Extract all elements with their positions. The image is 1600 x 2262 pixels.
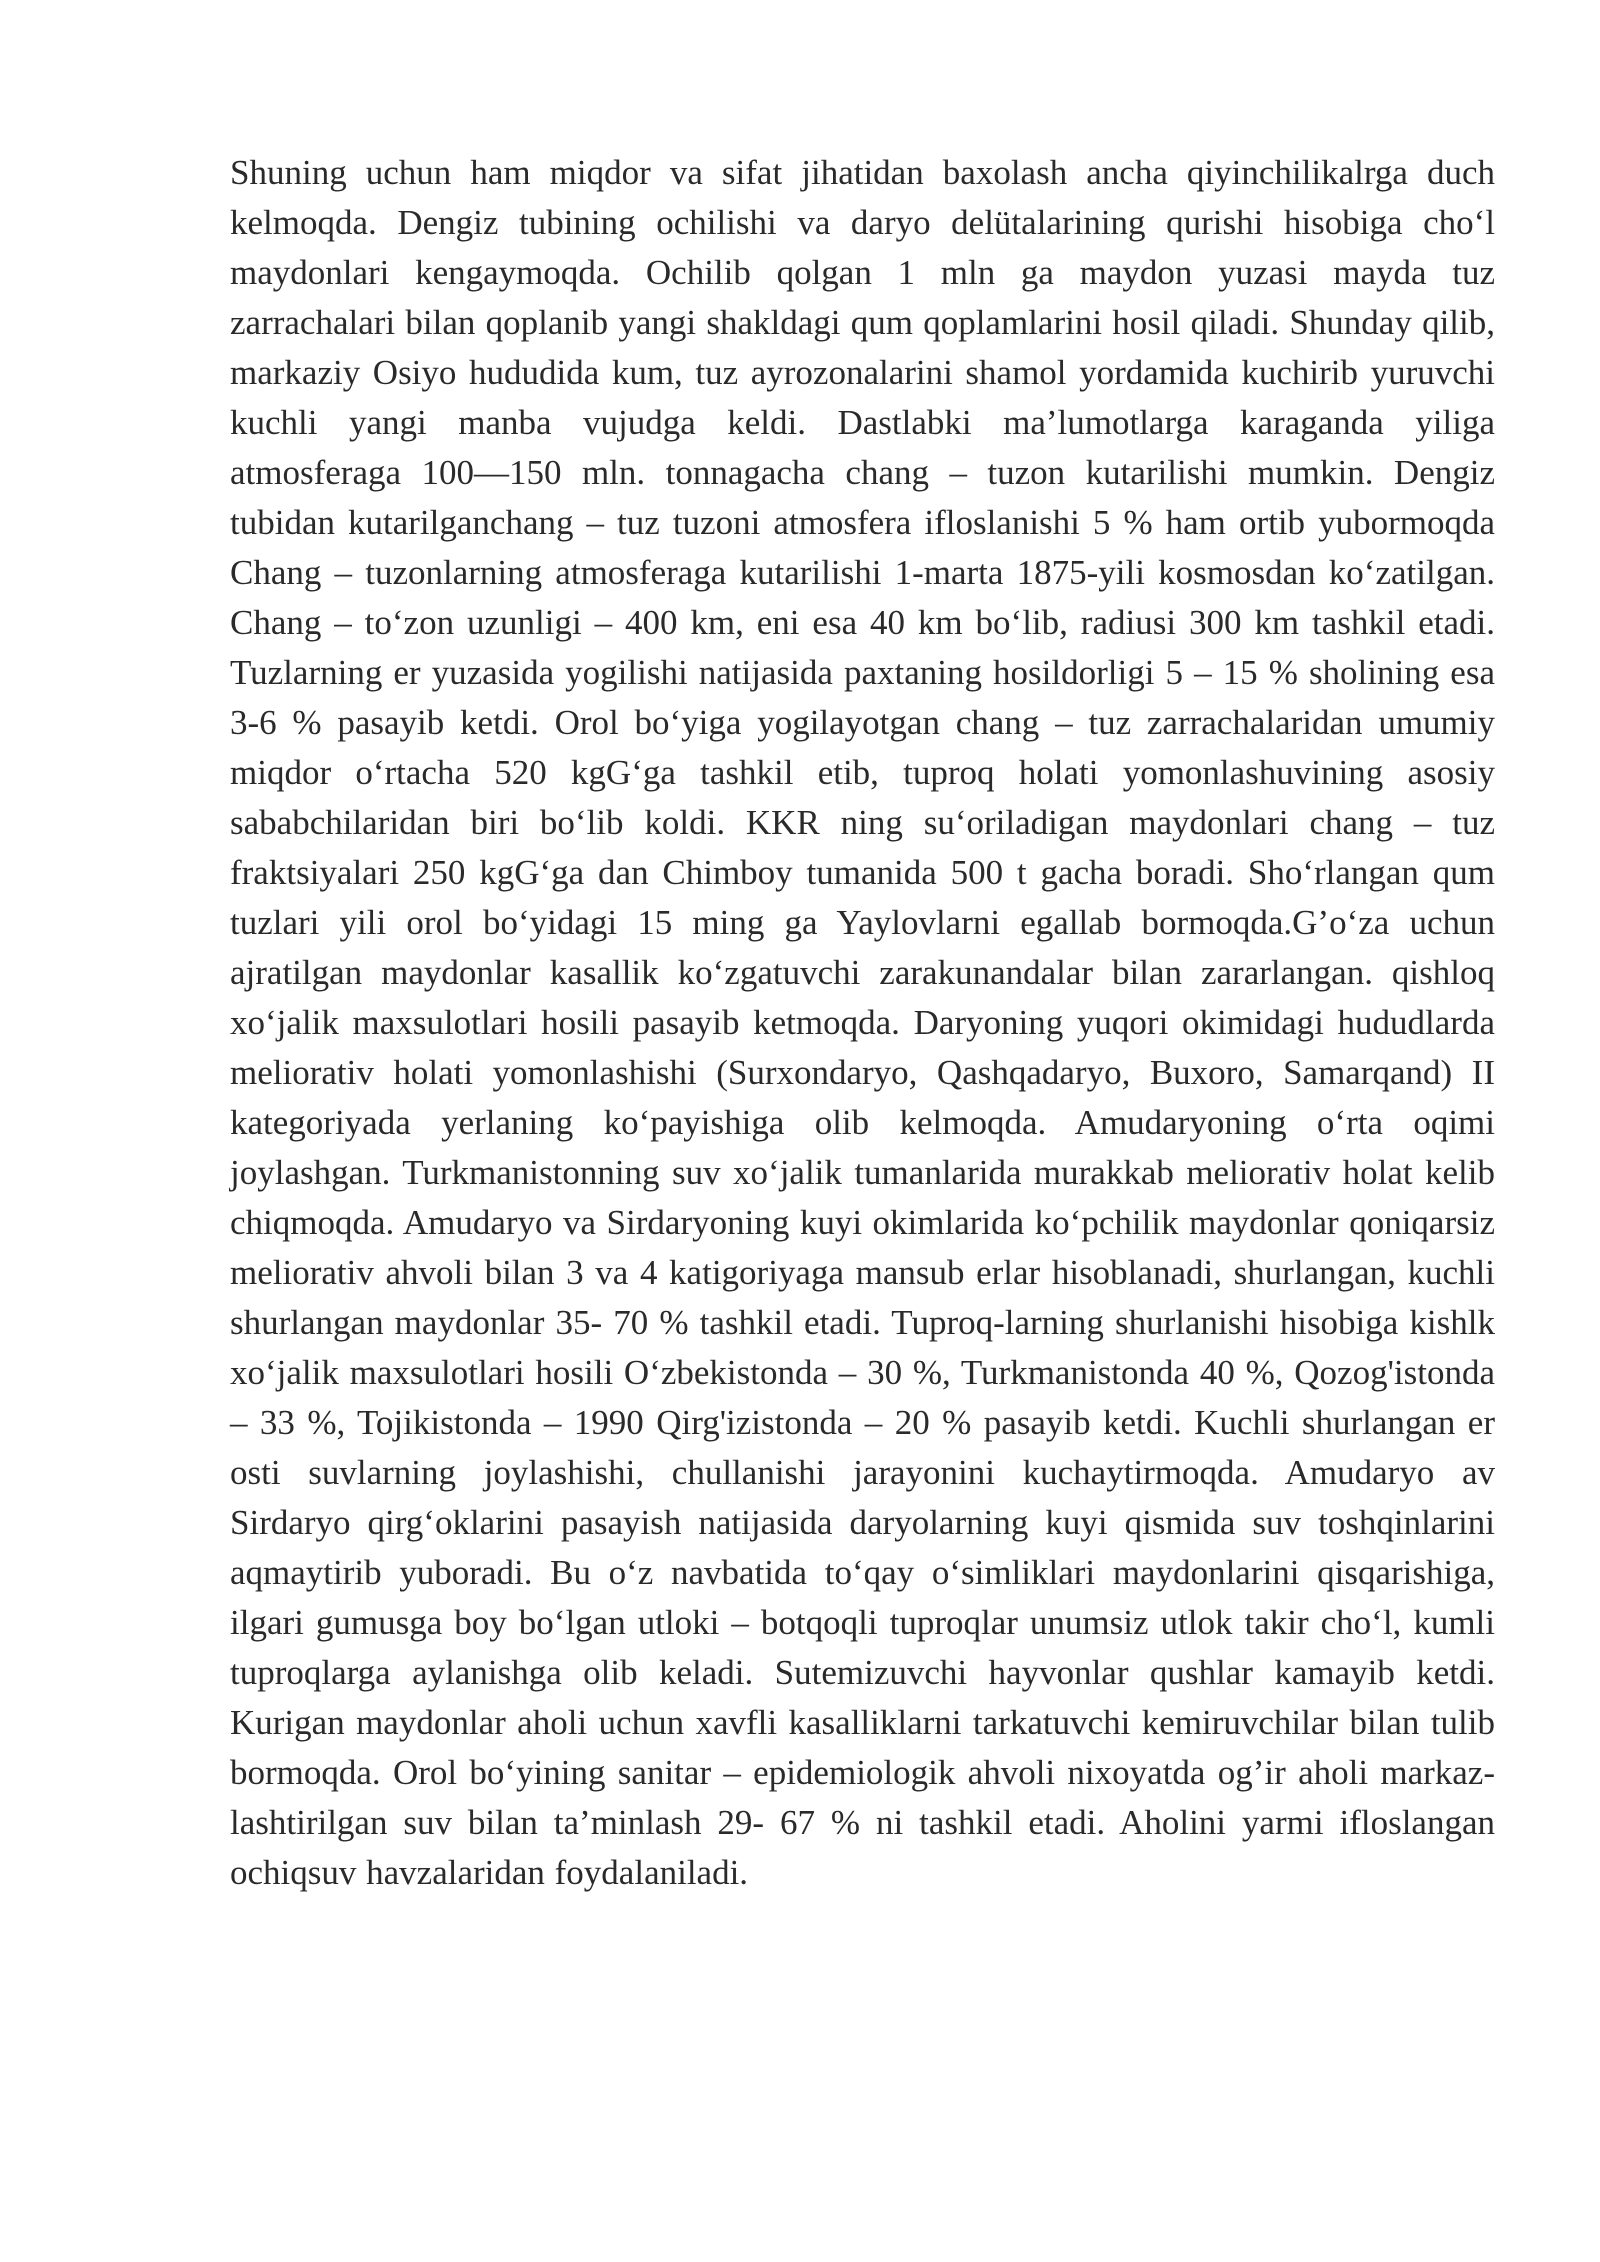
body-paragraph: Shuning uchun ham miqdor va sifat jihatidan baxolash ancha qiyinchilikalrga duch kelmoqda. Dengiz tubining ochilishi va daryo delütalarining qurishi hisobiga cho‘l maydonlari kengaymoqda. Ochilib qolgan 1 mln ga maydon yuzasi mayda tuz zarrachalari bilan qoplanib yangi shakldagi qum qoplamlarini hosil qiladi. Shunday qilib, markaziy Osiyo hududida kum, tuz ayrozonalarini shamol yordamida kuchirib yuruvchi kuchli yangi manba vujudga keldi. Dastlabki ma’lumotlarga karaganda yiliga atmosferaga 100—150 mln. tonnagacha chang – tuzon kutarilishi mumkin. Dengiz tubidan kutarilganchang – tuz tuzoni atmosfera ifloslanishi 5 % ham ortib yubormoqda Chang – tuzonlarning atmosferaga kutarilishi 1-marta 1875-yili kosmosdan ko‘zatilgan. Chang – to‘zon uzunligi – 400 km, eni esa 40 km bo‘lib, radiusi 300 km tashkil etadi. Tuzlarning er yuzasida yogilishi natijasida paxtaning hosildorligi 5 – 15 % sholining esa 3-6 % pasayib ketdi. Orol bo‘yiga yogilayotgan chang – tuz zarrachalaridan umumiy miqdor o‘rtacha 520 kgG‘ga tashkil etib, tuproq holati yomonlashuvining asosiy sababchilaridan biri bo‘lib koldi. KKR ning su‘oriladigan maydonlari chang – tuz fraktsiyalari 250 kgG‘ga dan Chimboy tumanida 500 t gacha boradi. Sho‘rlangan qum tuzlari yili orol bo‘yidagi 15 ming ga Yaylovlarni egallab bormoqda.G’o‘za uchun ajratilgan maydonlar kasallik ko‘zgatuvchi zarakunandalar bilan zararlangan. qishloq xo‘jalik maxsulotlari hosili pasayib ketmoqda. Daryoning yuqori okimidagi hududlarda meliorativ holati yomonlashishi (Surxondaryo, Qashqadaryo, Buxoro, Samarqand) II kategoriyada yerlaning ko‘payishiga olib kelmoqda. Amudaryoning o‘rta oqimi joylashgan. Turkmanistonning suv xo‘jalik tumanlarida murakkab meliorativ holat kelib chiqmoqda. Amudaryo va Sirdaryoning kuyi okimlarida ko‘pchilik maydonlar qoniqarsiz meliorativ ahvoli bilan 3 va 4 katigoriyaga mansub erlar hisoblanadi, shurlangan, kuchli shurlangan maydonlar 35- 70 % tashkil etadi. Tuproq-larning shurlanishi hisobiga kishlk xo‘jalik maxsulotlari hosili O‘zbekistonda – 30 %, Turkmanistonda 40 %, Qozog'istonda – 33 %, Tojikistonda – 1990 Qirg'izistonda – 20 % pasayib ketdi. Kuchli shurlangan er osti suvlarning joylashishi, chullanishi jarayonini kuchaytirmoqda. Amudaryo av Sirdaryo qirg‘oklarini pasayish natijasida daryolarning kuyi qismida suv toshqinlarini aqmaytirib yuboradi. Bu o‘z navbatida to‘qay o‘simliklari maydonlarini qisqarishiga, ilgari gumusga boy bo‘lgan utloki – botqoqli tuproqlar unumsiz utlok takir cho‘l, kumli tuproqlarga aylanishga olib keladi. Sutemizuvchi hayvonlar qushlar kamayib ketdi. Kurigan maydonlar aholi uchun xavfli kasalliklarni tarkatuvchi kemiruvchilar bilan tulib bormoqda. Orol bo‘yining sanitar – epidemiologik ahvoli nixoyatda og’ir aholi markaz-lashtirilgan suv bilan ta’minlash 29- 67 % ni tashkil etadi. Aholini yarmi ifloslangan ochiqsuv havzalaridan foydalaniladi. (230, 153, 1495, 1892)
